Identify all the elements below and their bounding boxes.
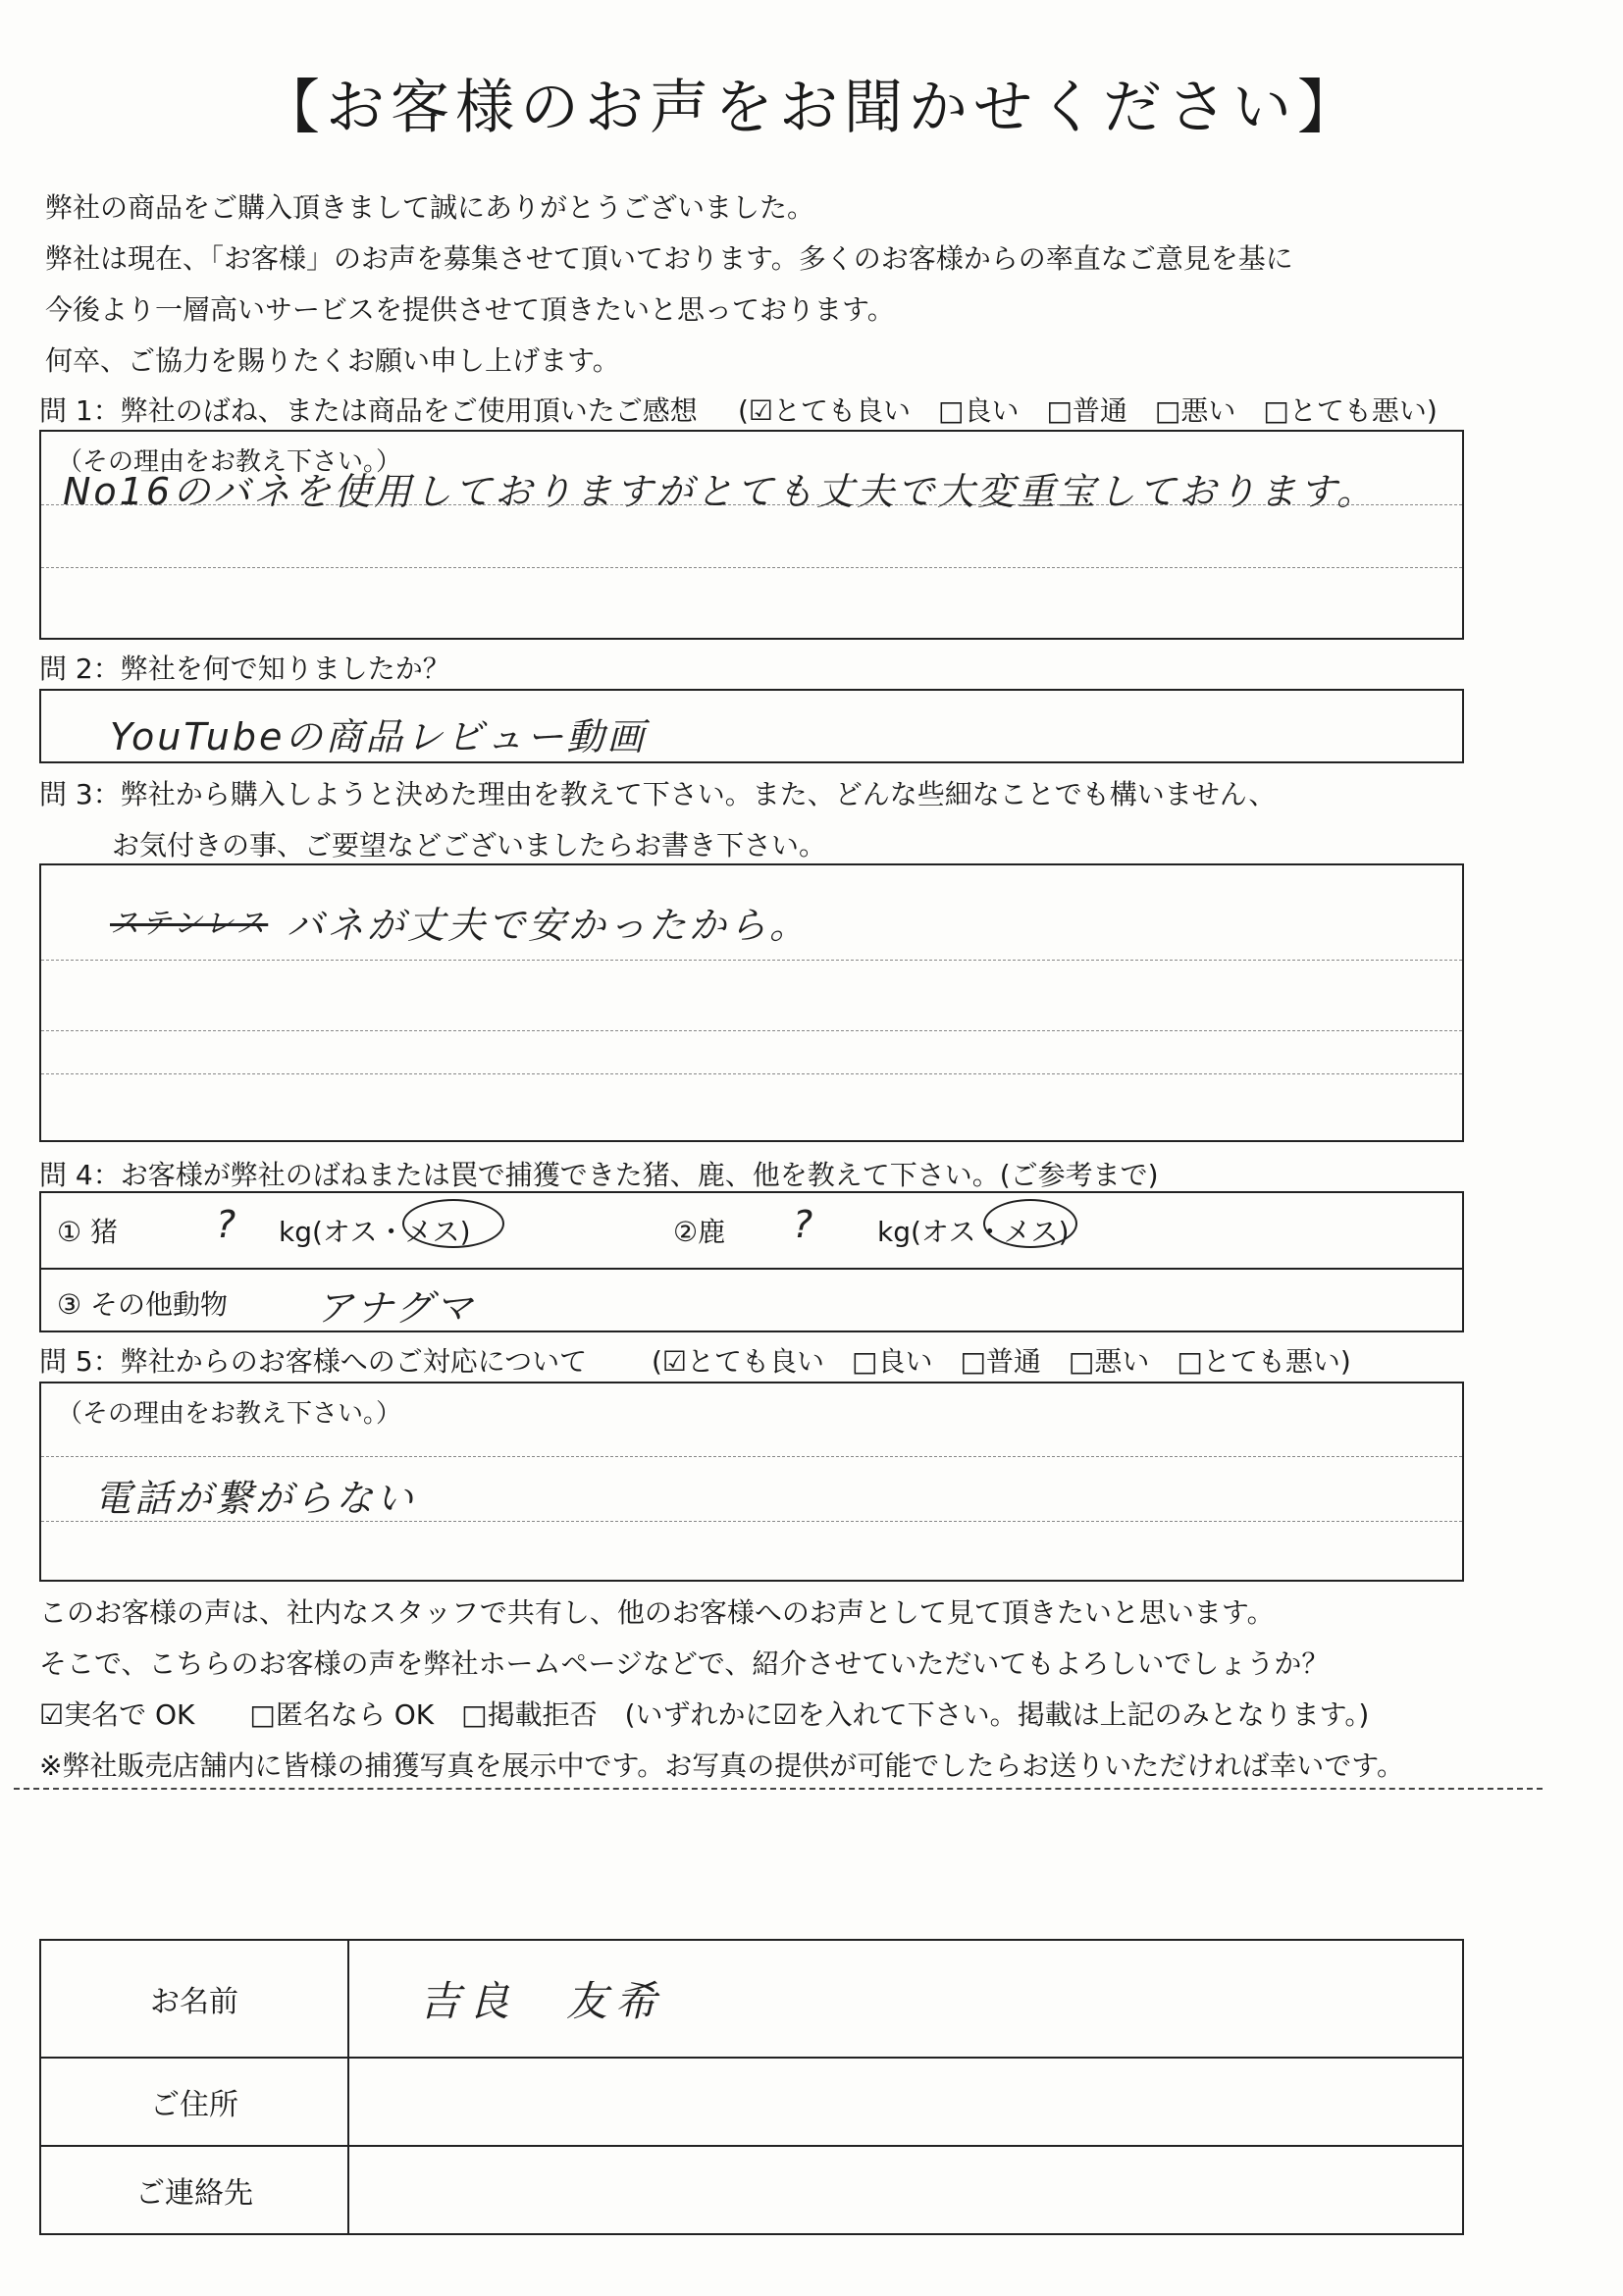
q4-boar-value[interactable]: ?: [216, 1203, 239, 1246]
page-title: 【お客様のお声をお聞かせください】: [261, 74, 1362, 142]
name-label: お名前: [40, 1940, 348, 2058]
q2-answer-box: [39, 689, 1464, 763]
closing-note: ※弊社販売店舗内に皆様の捕獲写真を展示中です。お写真の提供が可能でしたらお送りいただければ幸いです。: [39, 1749, 1404, 1782]
q4-row-divider: [41, 1268, 1462, 1270]
q5-reason-label: （その理由をお教え下さい。）: [57, 1399, 402, 1429]
q4-deer-unit: kg(オス・メス): [877, 1216, 1070, 1248]
q1-reason-label: （その理由をお教え下さい。）: [57, 447, 402, 477]
q1-options[interactable]: (☑とても良い □良い □普通 □悪い □とても悪い): [738, 394, 1438, 427]
q4-other-label: ③ その他動物: [57, 1288, 229, 1321]
address-label: ご住所: [40, 2058, 348, 2146]
q5-label: 問 5：弊社からのお客様へのご対応について: [39, 1345, 588, 1378]
q3-rule-1: [41, 960, 1462, 961]
q3-struck-text: ステンレス: [110, 907, 269, 941]
q3-label-1: 問 3：弊社から購入しようと決めた理由を教えて下さい。また、どんな些細なことでも構いません、: [39, 778, 1277, 810]
q1-answer[interactable]: No16のバネを使用しておりますがとても丈夫で大変重宝しております。: [63, 470, 1377, 513]
q4-answer-box: [39, 1191, 1464, 1332]
q1-rule-2: [41, 567, 1462, 568]
intro-line-3: 今後より一層高いサービスを提供させて頂きたいと思っております。: [45, 293, 895, 326]
address-field[interactable]: [348, 2058, 1463, 2146]
q1-answer-box: [39, 430, 1464, 640]
q3-rule-2: [41, 1030, 1462, 1031]
q4-boar-unit: kg(オス・メス): [279, 1216, 471, 1248]
q4-deer-label: ②鹿: [673, 1216, 726, 1248]
intro-line-4: 何卒、ご協力を賜りたくお願い申し上げます。: [45, 344, 620, 377]
intro-line-1: 弊社の商品をご購入頂きまして誠にありがとうございました。: [45, 191, 815, 224]
q3-answer-box: [39, 863, 1464, 1142]
q2-answer[interactable]: YouTubeの商品レビュー動画: [110, 715, 648, 758]
q4-deer-value[interactable]: ?: [793, 1203, 816, 1246]
q4-boar-label: ① 猪: [57, 1216, 119, 1248]
q3-label-2: お気付きの事、ご要望などございましたらお書き下さい。: [112, 829, 827, 861]
contact-table: [39, 1939, 1464, 2235]
cut-line: [14, 1788, 1543, 1790]
name-value: 吉良 友希: [419, 1977, 665, 2025]
q5-rule-1: [41, 1456, 1462, 1457]
name-field[interactable]: [348, 1940, 1463, 2058]
publish-consent-options[interactable]: ☑実名で OK □匿名なら OK □掲載拒否 (いずれかに☑を入れて下さい。掲載は上記のみとなります。): [39, 1698, 1370, 1731]
q4-other-value[interactable]: アナグマ: [316, 1286, 476, 1330]
q2-label: 問 2：弊社を何で知りましたか？: [39, 652, 450, 685]
q4-deer-sex-circle: [983, 1199, 1077, 1248]
phone-label: ご連絡先: [40, 2146, 348, 2234]
closing-line-2: そこで、こちらのお客様の声を弊社ホームページなどで、紹介させていただいてもよろしいでしょうか？: [39, 1647, 1330, 1680]
q3-answer[interactable]: バネが丈夫で安かったから。: [287, 904, 811, 947]
intro-line-2: 弊社は現在、「お客様」のお声を募集させて頂いております。多くのお客様からの率直なご意見を基に: [45, 242, 1293, 275]
q5-answer[interactable]: 電話が繋がらない: [94, 1477, 417, 1520]
closing-line-1: このお客様の声は、社内なスタッフで共有し、他のお客様へのお声として見て頂きたいと思います。: [39, 1596, 1275, 1629]
phone-field[interactable]: [348, 2146, 1463, 2234]
q4-boar-sex-circle: [402, 1199, 504, 1248]
q3-rule-3: [41, 1073, 1462, 1074]
q5-answer-box: [39, 1382, 1464, 1582]
q4-label: 問 4：お客様が弊社のばねまたは罠で捕獲できた猪、鹿、他を教えて下さい。(ご参考まで): [39, 1159, 1159, 1191]
q5-options[interactable]: (☑とても良い □良い □普通 □悪い □とても悪い): [652, 1345, 1351, 1378]
q1-label: 問 1：弊社のばね、または商品をご使用頂いたご感想: [39, 394, 698, 427]
